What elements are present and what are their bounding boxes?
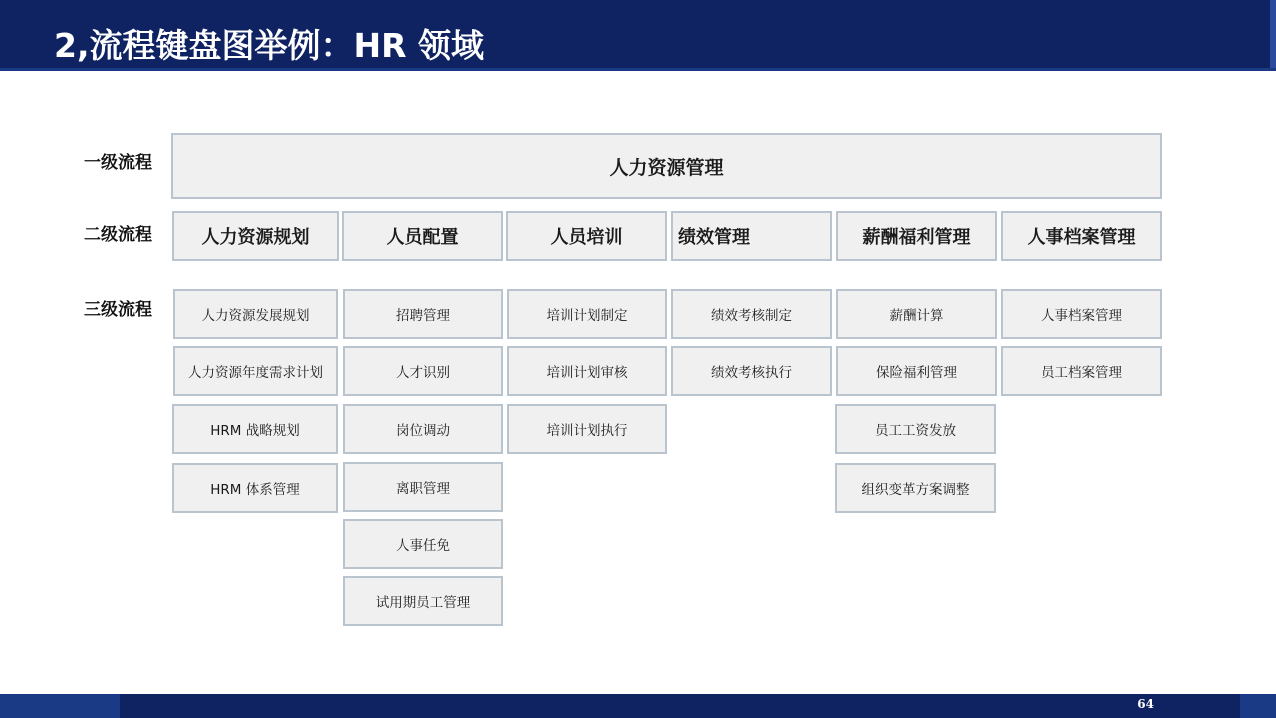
- level3-box: 人才识别: [343, 346, 503, 396]
- level2-box-hr-planning: 人力资源规划: [172, 211, 339, 261]
- level3-box: 员工档案管理: [1001, 346, 1162, 396]
- level1-box: 人力资源管理: [171, 133, 1162, 199]
- level3-box: 岗位调动: [343, 404, 503, 454]
- level3-box: 人事档案管理: [1001, 289, 1162, 339]
- level3-box: 试用期员工管理: [343, 576, 503, 626]
- header-accent: [1270, 0, 1276, 71]
- level3-box: 人力资源发展规划: [173, 289, 338, 339]
- level3-box: 培训计划执行: [507, 404, 667, 454]
- level1-label: 一级流程: [84, 153, 152, 173]
- level3-box: 人事任免: [343, 519, 503, 569]
- slide-title: 2,流程键盘图举例：HR 领域: [54, 26, 485, 65]
- level2-box-staffing: 人员配置: [342, 211, 503, 261]
- level3-box: 组织变革方案调整: [835, 463, 996, 513]
- level3-box: 保险福利管理: [836, 346, 997, 396]
- level3-box: 培训计划审核: [507, 346, 667, 396]
- level2-box-performance: 绩效管理: [671, 211, 832, 261]
- level2-label: 二级流程: [84, 225, 152, 245]
- level3-box: 绩效考核执行: [671, 346, 832, 396]
- level3-box: 招聘管理: [343, 289, 503, 339]
- level3-box: 人力资源年度需求计划: [173, 346, 338, 396]
- level3-box: HRM 战略规划: [172, 404, 338, 454]
- level2-box-compensation: 薪酬福利管理: [836, 211, 997, 261]
- level3-box: 绩效考核制定: [671, 289, 832, 339]
- level3-box: 薪酬计算: [836, 289, 997, 339]
- level3-box: HRM 体系管理: [172, 463, 338, 513]
- level3-label: 三级流程: [84, 300, 152, 320]
- level2-box-records: 人事档案管理: [1001, 211, 1162, 261]
- page-number: 64: [1137, 697, 1154, 711]
- level3-box: 离职管理: [343, 462, 503, 512]
- level3-box: 培训计划制定: [507, 289, 667, 339]
- slide-footer: [0, 694, 1276, 718]
- level2-box-training: 人员培训: [506, 211, 667, 261]
- level3-box: 员工工资发放: [835, 404, 996, 454]
